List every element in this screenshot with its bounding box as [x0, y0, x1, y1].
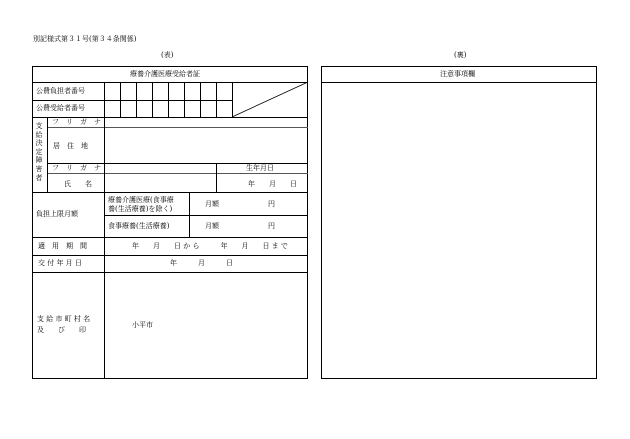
monthly-limit-label: 負担上限月額 — [36, 210, 78, 218]
person-group-label: 支 給 決 定 障 害 者 — [35, 122, 43, 182]
name-label: 氏 名 — [64, 180, 92, 188]
front-label: (表) — [161, 51, 174, 59]
meal-care-label: 食事療養(生活療養) — [108, 222, 170, 230]
furigana-label-2: フ リ ガ ナ — [52, 164, 101, 172]
municipality-label-1: 支 給 市 町 村 名 — [37, 315, 91, 323]
furigana-label-1: フ リ ガ ナ — [52, 118, 101, 126]
back-label: (裏) — [454, 51, 467, 59]
medical-care-line2: 養(生活療養)を除く) — [108, 205, 173, 213]
period-label: 適 用 期 間 — [38, 242, 87, 250]
birth-date-value: 年 月 日 — [248, 180, 297, 188]
medical-care-line1: 療養介護医療(食事療 — [108, 196, 174, 204]
recipient-number-label: 公費受給者番号 — [36, 104, 85, 112]
period-value: 年 月 日 か ら 年 月 日 ま で — [132, 242, 288, 250]
back-title: 注意事項欄 — [440, 70, 475, 78]
form-number: 別記様式第３１号(第３４条関係) — [33, 35, 137, 43]
address-label: 居 住 地 — [53, 142, 88, 150]
monthly-yen-1: 月額 円 — [205, 200, 275, 208]
issue-date-value: 年 月 日 — [170, 259, 233, 267]
birth-date-label: 生年月日 — [246, 164, 274, 172]
issue-date-label: 交 付 年 月 日 — [38, 259, 82, 267]
front-title: 療養介護医療受給者証 — [130, 70, 200, 78]
municipality-value: 小平市 — [132, 321, 153, 329]
municipality-label-2: 及 び 印 — [37, 326, 86, 334]
payer-number-label: 公費負担者番号 — [36, 87, 85, 95]
back-card — [321, 66, 597, 379]
monthly-yen-2: 月額 円 — [205, 222, 275, 230]
